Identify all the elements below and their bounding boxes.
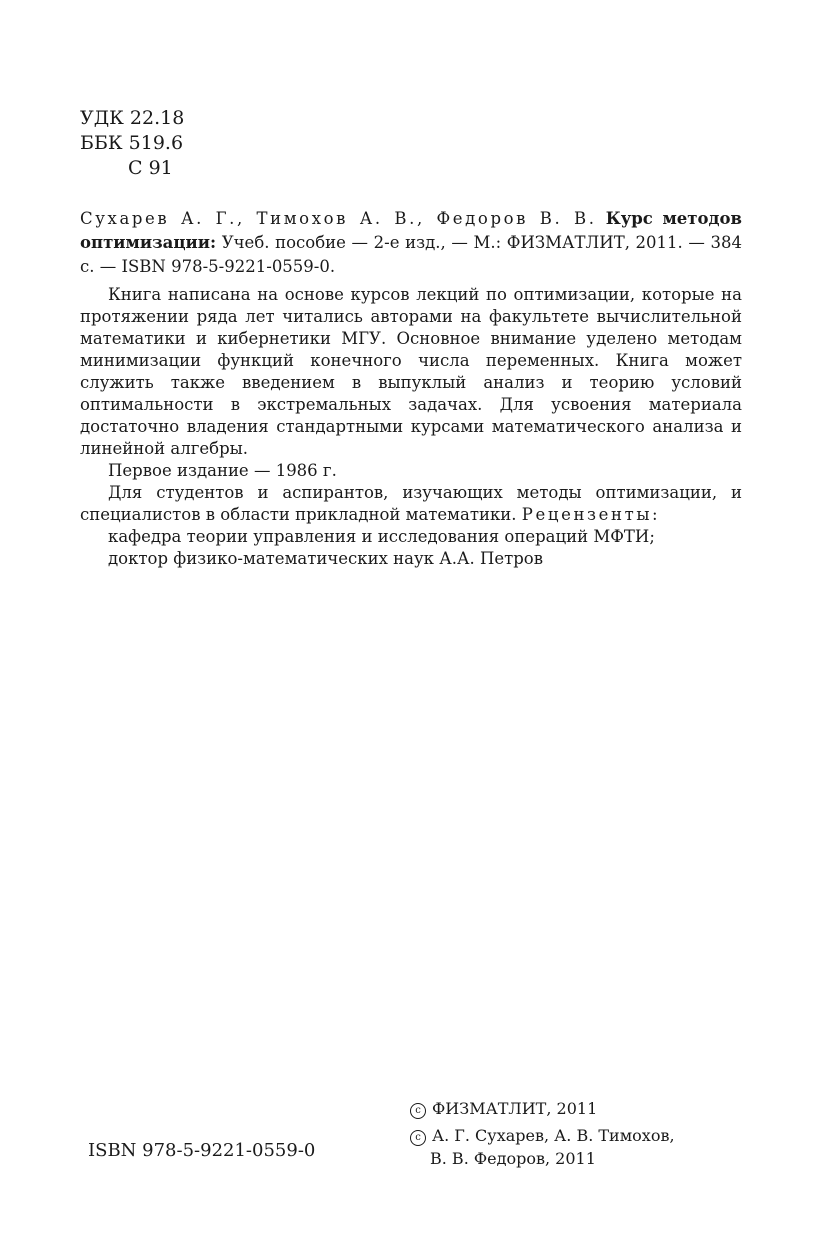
publication-details: Учеб. пособие — 2-е изд., — М.: ФИЗМАТЛИТ, 2011. — 384 с. — ISBN 978-5-9221-0559-0. (80, 233, 743, 276)
copyright-icon: c (410, 1103, 426, 1119)
audience-text: Для студентов и аспирантов, изучающих методы оптимизации, и специалистов в области прикладной математики. (80, 483, 742, 524)
udk-code: УДК 22.18 (80, 107, 185, 129)
copyright-icon: c (410, 1130, 426, 1146)
reviewer-1: кафедра теории управления и исследования операций МФТИ; (108, 527, 655, 546)
first-edition-note: Первое издание — 1986 г. (108, 461, 337, 480)
copyright-publisher (410, 1097, 675, 1120)
reviewers-label: Рецензенты: (521, 505, 661, 524)
book-title: Курс методов оптимизации: (80, 209, 742, 252)
reviewer-2: доктор физико-математических наук А.А. Петров (108, 549, 544, 568)
annotation (80, 284, 742, 570)
isbn: ISBN 978-5-9221-0559-0 (88, 1140, 316, 1161)
bbk-code: ББК 519.6 (80, 132, 184, 154)
author-mark: С 91 (128, 157, 173, 179)
bibliographic-record (80, 207, 742, 279)
audience-note (80, 482, 742, 526)
authors: Сухарев А. Г., Тимохов А. В., Федоров В. В. (80, 209, 597, 228)
annotation-paragraph: Книга написана на основе курсов лекций по оптимизации, которые на протяжении ряда лет читались авторами на факультете вычислительной математики и кибернетики МГУ. Основное внимание уделено методам минимизации функций конечного числа переменных. Книга может служить также введением в выпуклый анализ и теорию условий оптимальности в экстремальных задачах. Для усвоения материала достаточно владения стандартными курсами математического анализа и линейной алгебры. (80, 285, 742, 458)
classification-codes (80, 106, 184, 181)
copyright-authors-line1: А. Г. Сухарев, А. В. Тимохов, (432, 1126, 675, 1145)
copyright-block (410, 1097, 675, 1170)
copyright-authors (410, 1124, 675, 1147)
copyright-publisher-text: ФИЗМАТЛИТ, 2011 (432, 1099, 598, 1118)
copyright-authors-line2: В. В. Федоров, 2011 (430, 1149, 596, 1168)
